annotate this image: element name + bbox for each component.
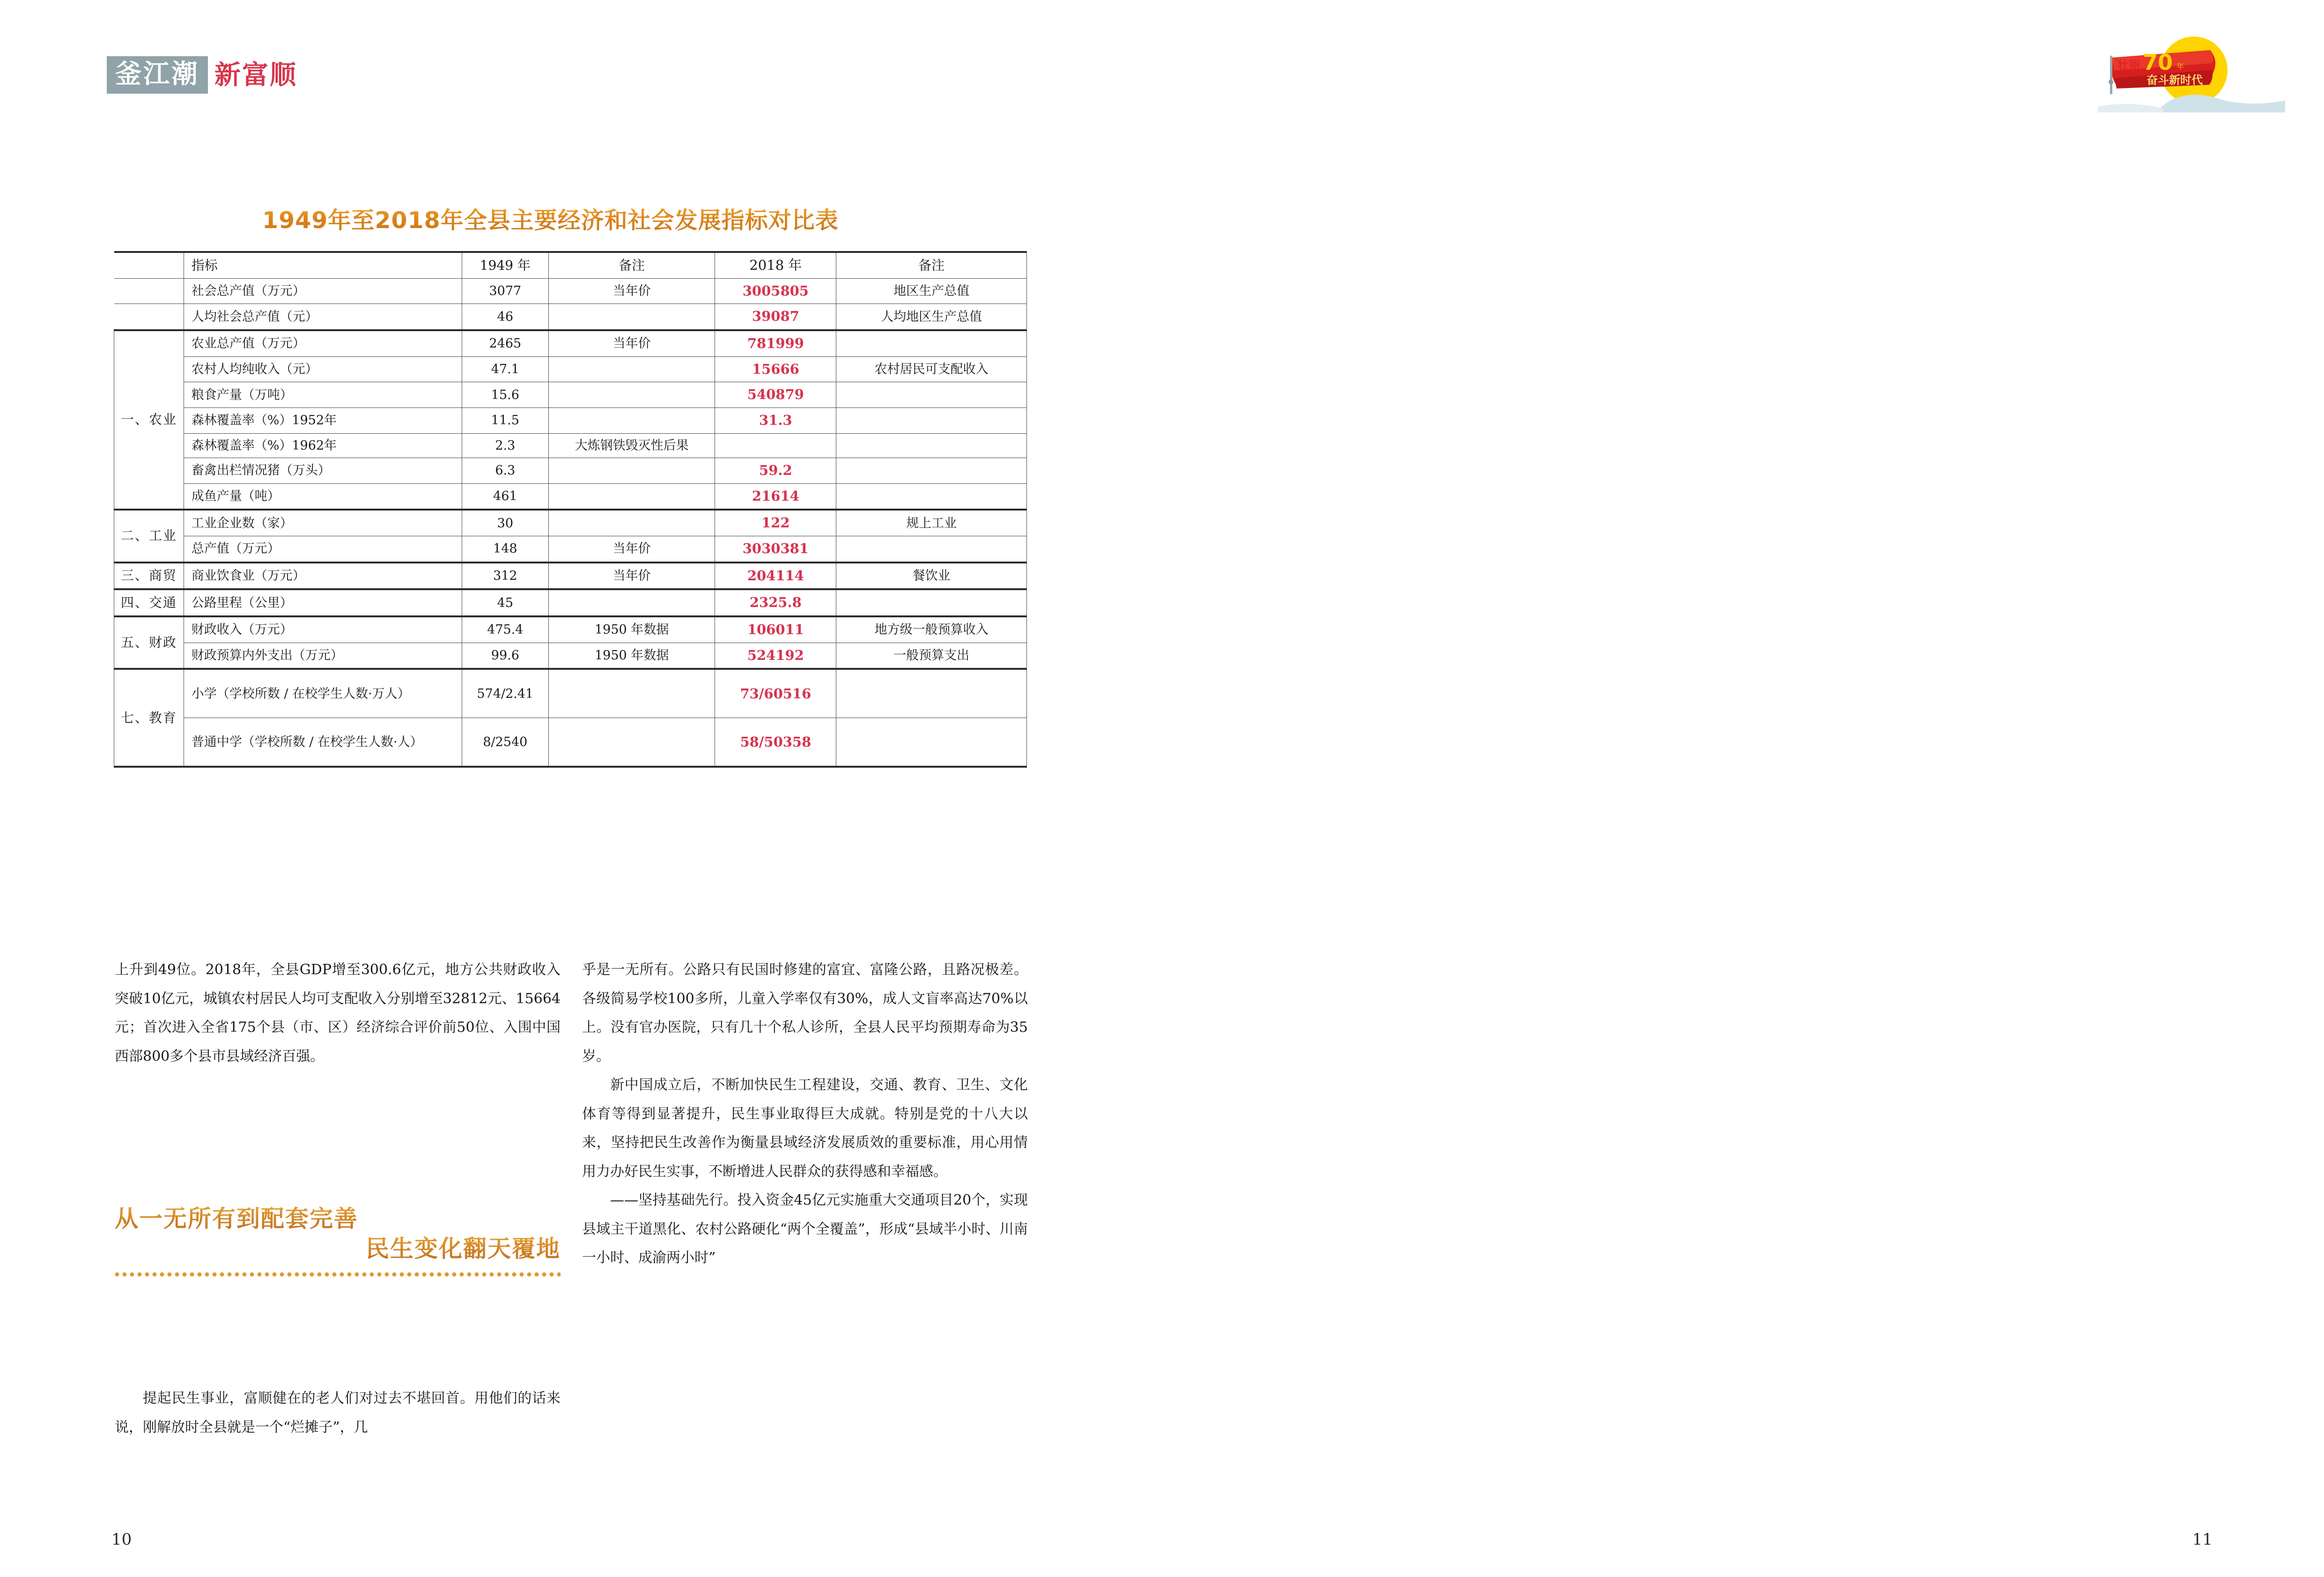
row-category (114, 304, 184, 330)
economic-indicators-table (114, 251, 1027, 768)
row-note-1949: 当年价 (548, 563, 715, 590)
table-body (114, 278, 1027, 767)
row-1949: 11.5 (462, 408, 548, 434)
row-indicator: 农业总产值（万元） (184, 330, 462, 356)
row-note-2018 (836, 669, 1027, 718)
table-row (114, 433, 1027, 458)
table-row (114, 589, 1027, 616)
row-indicator: 森林覆盖率（%）1962年 (184, 433, 462, 458)
row-note-1949: 1950 年数据 (548, 616, 715, 643)
row-1949: 574/2.41 (462, 669, 548, 718)
row-2018: 59.2 (715, 458, 836, 483)
row-note-2018: 规上工业 (836, 510, 1027, 536)
table-row (114, 643, 1027, 669)
row-indicator: 人均社会总产值（元） (184, 304, 462, 330)
row-category-transport: 四、交通 (114, 589, 184, 616)
row-indicator: 普通中学（学校所数 / 在校学生人数·人） (184, 718, 462, 767)
table-row (114, 382, 1027, 408)
svg-text:奋斗新时代: 奋斗新时代 (2147, 74, 2203, 87)
header-category (114, 252, 184, 278)
row-2018: 2325.8 (715, 589, 836, 616)
row-note-2018 (836, 536, 1027, 562)
row-2018: 3005805 (715, 278, 836, 304)
row-1949: 475.4 (462, 616, 548, 643)
table-row (114, 563, 1027, 590)
row-note-1949 (548, 510, 715, 536)
row-1949: 47.1 (462, 356, 548, 382)
table-row (114, 304, 1027, 330)
header-note-1949: 备注 (548, 252, 715, 278)
row-1949: 8/2540 (462, 718, 548, 767)
row-note-2018: 农村居民可支配收入 (836, 356, 1027, 382)
row-indicator: 工业企业数（家） (184, 510, 462, 536)
table-row (114, 483, 1027, 510)
row-note-1949 (548, 408, 715, 434)
row-note-2018: 人均地区生产总值 (836, 304, 1027, 330)
row-1949: 6.3 (462, 458, 548, 483)
row-category-industry: 二、工业 (114, 510, 184, 562)
row-note-2018: 地区生产总值 (836, 278, 1027, 304)
table-row (114, 718, 1027, 767)
row-note-1949 (548, 589, 715, 616)
row-note-1949: 当年价 (548, 536, 715, 562)
row-1949: 148 (462, 536, 548, 562)
row-1949: 2.3 (462, 433, 548, 458)
paragraph: 提起民生事业，富顺健在的老人们对过去不堪回首。用他们的话来说，刚解放时全县就是一个“烂摊子”，几 (115, 1390, 561, 1436)
header-1949: 1949 年 (462, 252, 548, 278)
row-note-2018 (836, 718, 1027, 767)
row-note-2018: 一般预算支出 (836, 643, 1027, 669)
paragraph: 上升到49位。2018年，全县GDP增至300.6亿元，地方公共财政收入突破10亿元，城镇农村居民人均可支配收入分别增至32812元、15664元；首次进入全省175个县（市、区）经济综合评价前50位、入围中国西部800多个县市县域经济百强。 (115, 962, 561, 1065)
svg-text:壮丽: 壮丽 (2117, 59, 2140, 72)
table-row (114, 408, 1027, 434)
table-row (114, 356, 1027, 382)
row-1949: 461 (462, 483, 548, 510)
row-note-2018 (836, 458, 1027, 483)
table-row (114, 669, 1027, 718)
row-note-2018: 地方级一般预算收入 (836, 616, 1027, 643)
row-2018: 540879 (715, 382, 836, 408)
row-2018 (715, 433, 836, 458)
row-1949: 45 (462, 589, 548, 616)
row-1949: 15.6 (462, 382, 548, 408)
masthead-box-text: 釜江潮 (107, 56, 208, 94)
table-row (114, 616, 1027, 643)
row-category-commerce: 三、商贸 (114, 563, 184, 590)
svg-text:年: 年 (2176, 62, 2184, 71)
row-indicator: 森林覆盖率（%）1952年 (184, 408, 462, 434)
section-heading-line-1: 从一无所有到配套完善 (115, 1204, 561, 1234)
row-indicator: 财政预算内外支出（万元） (184, 643, 462, 669)
row-category-agriculture: 一、农业 (114, 330, 184, 510)
row-note-1949 (548, 382, 715, 408)
row-category-finance: 五、财政 (114, 616, 184, 669)
table-row (114, 278, 1027, 304)
row-2018: 106011 (715, 616, 836, 643)
row-note-1949 (548, 458, 715, 483)
masthead-red-text: 新富顺 (214, 59, 297, 90)
row-1949: 312 (462, 563, 548, 590)
row-note-1949 (548, 669, 715, 718)
table-row (114, 536, 1027, 562)
section-heading-line-2: 民生变化翻天覆地 (115, 1234, 561, 1264)
heading-dotted-rule (115, 1271, 561, 1278)
row-category (114, 278, 184, 304)
row-note-1949: 当年价 (548, 330, 715, 356)
row-note-2018 (836, 382, 1027, 408)
row-indicator: 总产值（万元） (184, 536, 462, 562)
row-1949: 46 (462, 304, 548, 330)
row-1949: 3077 (462, 278, 548, 304)
row-2018: 58/50358 (715, 718, 836, 767)
row-1949: 2465 (462, 330, 548, 356)
left-page-column-1-continued (115, 1384, 561, 1442)
table-row (114, 458, 1027, 483)
row-indicator: 公路里程（公里） (184, 589, 462, 616)
row-1949: 30 (462, 510, 548, 536)
page-left (0, 0, 1133, 1577)
row-2018: 15666 (715, 356, 836, 382)
paragraph: 新中国成立后，不断加快民生工程建设，交通、教育、卫生、文化体育等得到显著提升，民生事业取得巨大成就。特别是党的十八大以来，坚持把民生改善作为衡量县域经济发展质效的重要标准，用心用情用力办好民生实事，不断增进人民群众的获得感和幸福感。 (582, 1077, 1028, 1180)
row-note-2018 (836, 589, 1027, 616)
page-number-right: 11 (2192, 1530, 2213, 1549)
paragraph: 乎是一无所有。公路只有民国时修建的富宜、富隆公路，且路况极差。各级简易学校100多所，儿童入学率仅有30%，成人文盲率高达70%以上。没有官办医院，只有几十个私人诊所，全县人民平均预期寿命为35岁。 (582, 962, 1028, 1065)
row-indicator: 农村人均纯收入（元） (184, 356, 462, 382)
row-note-1949 (548, 356, 715, 382)
section-heading (115, 1204, 561, 1278)
header-2018: 2018 年 (715, 252, 836, 278)
row-indicator: 财政收入（万元） (184, 616, 462, 643)
header-note-2018: 备注 (836, 252, 1027, 278)
table-row (114, 510, 1027, 536)
row-note-1949 (548, 483, 715, 510)
row-2018: 524192 (715, 643, 836, 669)
row-note-2018 (836, 483, 1027, 510)
row-2018: 3030381 (715, 536, 836, 562)
table-header-row (114, 252, 1027, 278)
paragraph: ——坚持基础先行。投入资金45亿元实施重大交通项目20个，实现县域主干道黑化、农村公路硬化“两个全覆盖”，形成“县域半小时、川南一小时、成渝两小时” (582, 1192, 1028, 1266)
row-2018: 73/60516 (715, 669, 836, 718)
row-note-2018 (836, 433, 1027, 458)
row-category-education: 七、教育 (114, 669, 184, 767)
row-2018: 21614 (715, 483, 836, 510)
row-2018: 31.3 (715, 408, 836, 434)
table-row (114, 330, 1027, 356)
row-2018: 781999 (715, 330, 836, 356)
row-note-2018 (836, 408, 1027, 434)
row-2018: 204114 (715, 563, 836, 590)
row-indicator: 畜禽出栏情况猪（万头） (184, 458, 462, 483)
row-1949: 99.6 (462, 643, 548, 669)
row-note-1949 (548, 718, 715, 767)
table-title: 1949年至2018年全县主要经济和社会发展指标对比表 (262, 202, 839, 235)
row-note-1949 (548, 304, 715, 330)
row-note-2018 (836, 330, 1027, 356)
row-note-2018: 餐饮业 (836, 563, 1027, 590)
row-indicator: 商业饮食业（万元） (184, 563, 462, 590)
row-indicator: 社会总产值（万元） (184, 278, 462, 304)
row-2018: 39087 (715, 304, 836, 330)
header-indicator: 指标 (184, 252, 462, 278)
page-right (1138, 0, 2324, 1577)
row-2018: 122 (715, 510, 836, 536)
row-note-1949: 1950 年数据 (548, 643, 715, 669)
row-indicator: 粮食产量（万吨） (184, 382, 462, 408)
left-page-column-1 (115, 955, 561, 1071)
row-indicator: 成鱼产量（吨） (184, 483, 462, 510)
row-note-1949: 当年价 (548, 278, 715, 304)
row-indicator: 小学（学校所数 / 在校学生人数·万人） (184, 669, 462, 718)
left-page-column-2 (582, 955, 1028, 1273)
svg-text:70: 70 (2143, 50, 2173, 75)
page-number-left: 10 (111, 1530, 132, 1549)
row-note-1949: 大炼钢铁毁灭性后果 (548, 433, 715, 458)
